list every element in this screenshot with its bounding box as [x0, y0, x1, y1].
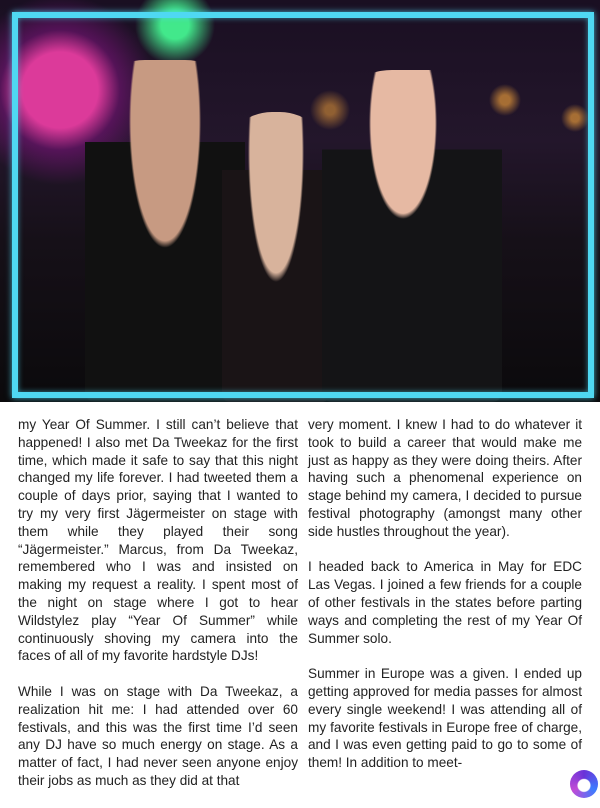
article-paragraph: very moment. I knew I had to do whatever it took to build a career that would make me just as happy as they were doing theirs. After having such a phenomenal experience on stage behind my camera, I decided to pursue festival photography (amongst many other side hustles throughout the year). — [308, 417, 582, 539]
brand-logo-icon — [570, 770, 598, 798]
article-paragraph: my Year Of Summer. I still can’t believe that happened! I also met Da Tweekaz for the first time, which made it safe to say that this night changed my life forever. I had tweeted them a couple of days prior, saying that I wanted to try my very first Jägermeister on stage with them while they played their song “Jägermeister.” Marcus, from Da Tweekaz, remembered who I was and insisted on making my request a reality. I spent most of the night on stage where I got to hear Wildstylez play “Year Of Summer” while continuously shoving my camera into the faces of all of my favorite hardstyle DJs! — [18, 417, 298, 664]
article-paragraph: While I was on stage with Da Tweekaz, a realization hit me: I had attended over 60 festivals, and this was the first time I’d seen any DJ have so much energy on stage. As a matter of fact, I had never seen anyone enjoy their jobs as much as they did at that — [18, 683, 298, 788]
article-column-left — [18, 416, 298, 808]
article-column-right — [308, 416, 582, 790]
article-paragraph: Summer in Europe was a given. I ended up getting approved for media passes for almost every single weekend! I was attending all of my favorite festivals in Europe free of charge, and I was even getting paid to go to some of them! In addition to meet- — [308, 666, 582, 771]
photo-neon-frame — [12, 12, 594, 398]
festival-photo — [0, 0, 600, 402]
article-paragraph: I headed back to America in May for EDC Las Vegas. I joined a few friends for a couple of other festivals in the states before parting ways and completing the rest of my Year Of Summer solo. — [308, 559, 582, 646]
